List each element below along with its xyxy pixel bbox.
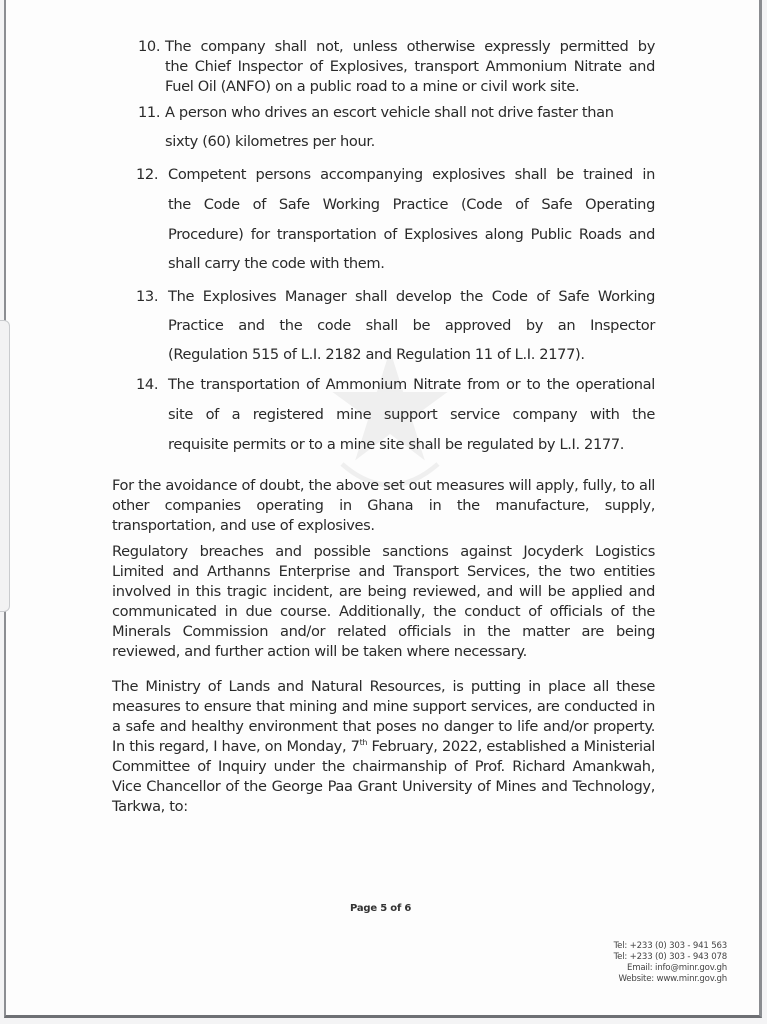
- list-item-line: the Code of Safe Working Practice (Code of Safe Operating: [168, 196, 655, 213]
- list-item-line: requisite permits or to a mine site shall be regulated by L.I. 2177.: [168, 436, 625, 453]
- ordinal-suffix: th: [359, 738, 368, 748]
- contact-email: Email: info@minr.gov.gh: [626, 963, 727, 973]
- list-item-line: Practice and the code shall be approved by an Inspector: [168, 317, 655, 334]
- body-paragraph: For the avoidance of doubt, the above set out measures will apply, fully, to all other companies operating in Ghana in the manufacture, supply, transportation, and use of explosives.: [112, 477, 655, 534]
- body-paragraph: Regulatory breaches and possible sanctions against Jocyderk Logistics Limited and Arthanns Enterprise and Transport Services, the two entities involved in this tragic incident, are being reviewed, and will be applied and communicated in due course. Additionally, the conduct of officials of the Minerals Commission and/or related officials in the matter are being reviewed, and further action will be taken where necessary.: [112, 543, 655, 660]
- list-item-line: Procedure) for transportation of Explosives along Public Roads and: [168, 226, 655, 243]
- list-item-line: sixty (60) kilometres per hour.: [165, 133, 375, 150]
- list-item-line: Competent persons accompanying explosives shall be trained in: [168, 166, 655, 183]
- page-number: Page 5 of 6: [350, 903, 412, 914]
- paragraph-text: February, 2022, established a Ministerial Committee of Inquiry under the chairmanship of Prof. Richard Amankwah, Vice Chancellor of the George Paa Grant University of Mines and Technology, Tarkwa, to:: [112, 738, 655, 815]
- contact-block: [614, 941, 727, 985]
- list-item-number: 10.: [138, 38, 161, 55]
- paragraph-text: The Ministry of Lands and Natural Resources, is putting in place all these measures to ensure that mining and mine support services, are conducted in a safe and healthy environment that poses no danger to life and/or property. In this regard, I have, on Monday, 7: [112, 678, 655, 755]
- list-item-line: site of a registered mine support service company with the: [168, 406, 655, 423]
- body-paragraph: [112, 677, 655, 817]
- contact-website: Website: www.minr.gov.gh: [618, 974, 727, 984]
- list-item-number: 12.: [136, 166, 159, 183]
- list-item-number: 11.: [138, 104, 161, 121]
- list-item-line: Fuel Oil (ANFO) on a public road to a mine or civil work site.: [165, 78, 580, 95]
- list-item-line: The Explosives Manager shall develop the Code of Safe Working: [168, 288, 655, 305]
- list-item-line: The transportation of Ammonium Nitrate from or to the operational: [168, 376, 655, 393]
- list-item-line: shall carry the code with them.: [168, 255, 385, 272]
- side-panel-handle[interactable]: [0, 320, 10, 612]
- list-item-line: The company shall not, unless otherwise expressly permitted by: [165, 38, 655, 55]
- contact-tel-1: Tel: +233 (0) 303 - 941 563: [613, 941, 727, 951]
- list-item-line: A person who drives an escort vehicle shall not drive faster than: [165, 104, 614, 121]
- list-item-line: the Chief Inspector of Explosives, transport Ammonium Nitrate and: [165, 58, 655, 75]
- list-item-line: (Regulation 515 of L.I. 2182 and Regulation 11 of L.I. 2177).: [168, 346, 585, 363]
- list-item-number: 14.: [136, 376, 159, 393]
- contact-tel-2: Tel: +233 (0) 303 - 943 078: [613, 952, 727, 962]
- list-item-number: 13.: [136, 288, 159, 305]
